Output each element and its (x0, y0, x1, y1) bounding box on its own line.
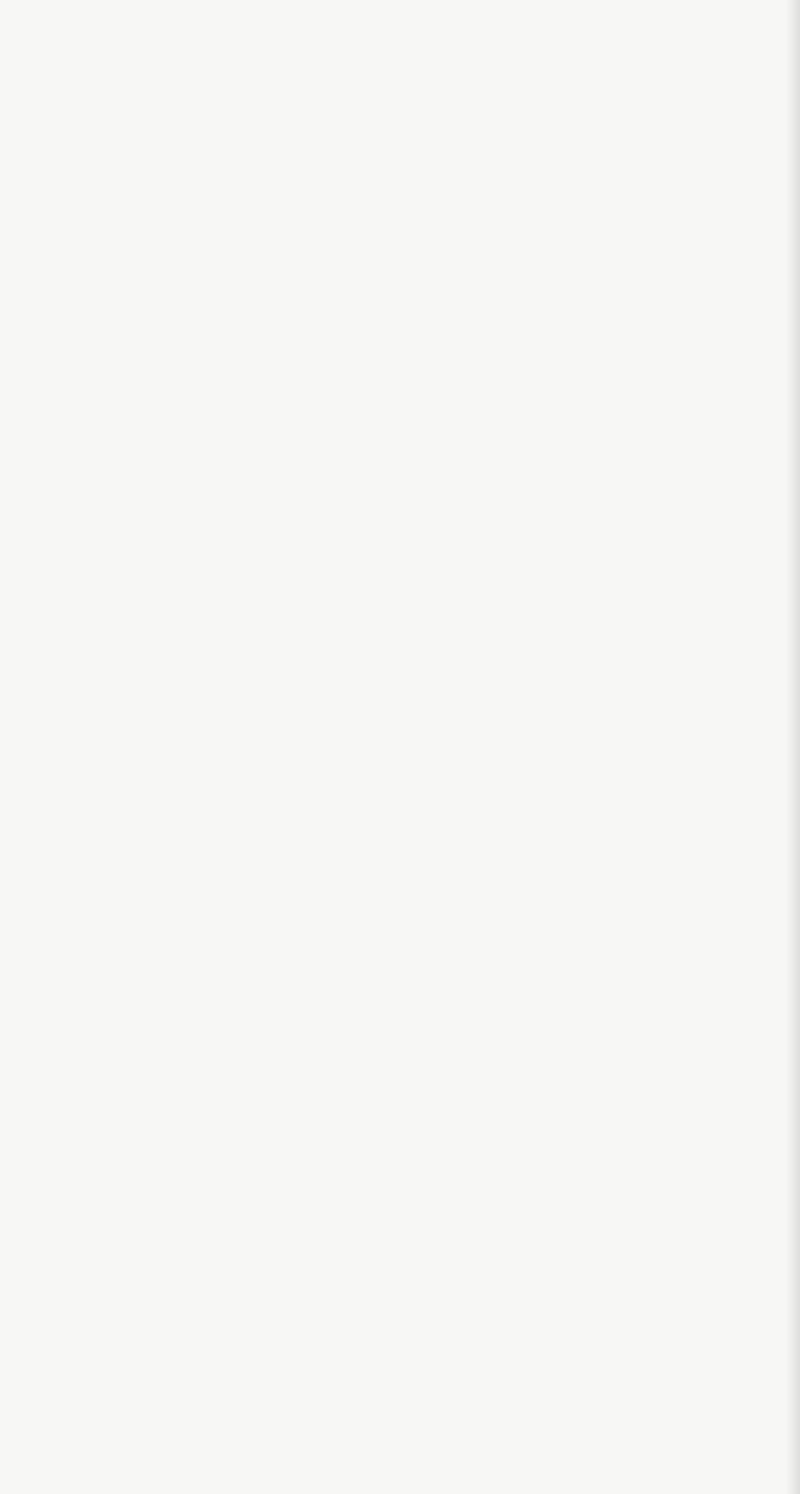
page-edge-shadow (786, 0, 800, 1494)
